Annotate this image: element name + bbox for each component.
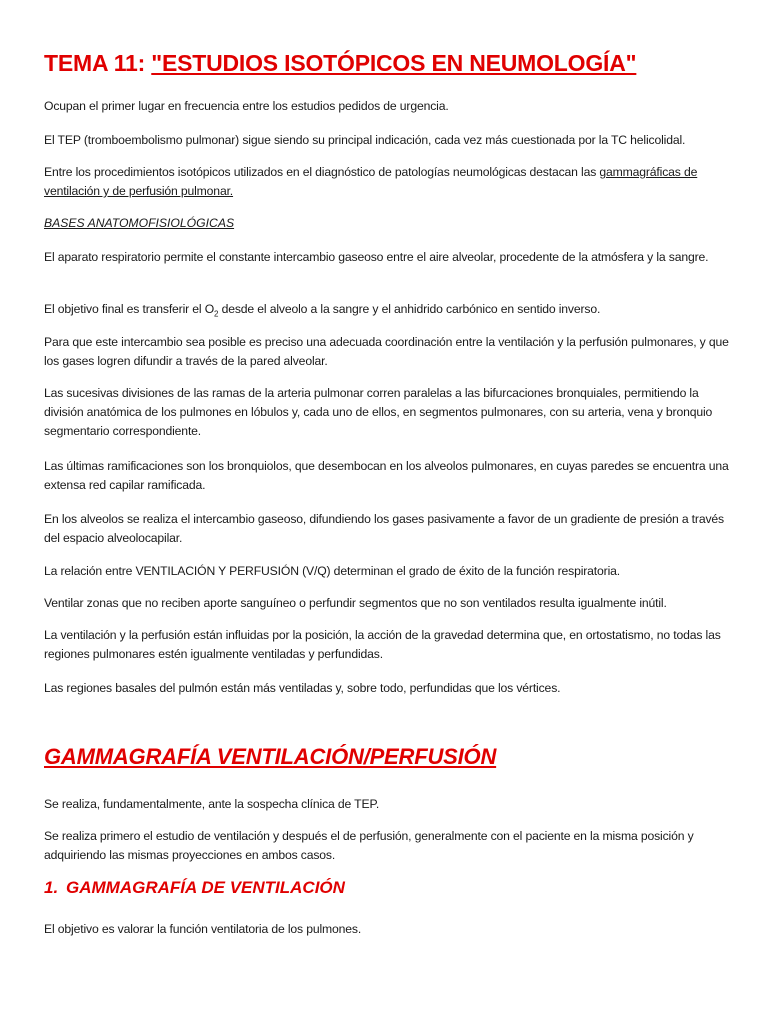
subscript-2: 2 [214,309,219,319]
document-title [44,50,636,77]
bases-paragraph-6: En los alveolos se realiza el intercambio gaseoso, difundiendo los gases pasivamente a favor de un gradiente de presión a través del espacio alveolocapilar. [44,512,724,545]
bases-paragraph-2-before: El objetivo final es transferir el O [44,302,215,316]
intro-paragraph-3-underlined: gammagráficas de ventilación y de perfusión pulmonar. [44,165,698,198]
title-main: "ESTUDIOS ISOTÓPICOS EN NEUMOLOGÍA" [151,50,637,76]
section-1-title: GAMMAGRAFÍA DE VENTILACIÓN [66,878,345,897]
intro-paragraph-1: Ocupan el primer lugar en frecuencia entre los estudios pedidos de urgencia. [44,99,449,113]
bases-paragraph-7: La relación entre VENTILACIÓN Y PERFUSIÓN (V/Q) determinan el grado de éxito de la función respiratoria. [44,564,620,578]
title-prefix: TEMA 11: [44,50,152,76]
bases-paragraph-5: Las últimas ramificaciones son los bronquiolos, que desembocan en los alveolos pulmonares, en cuyas paredes se encuentra una extensa red capilar ramificada. [44,459,729,492]
section-1-heading [44,878,345,898]
bases-paragraph-3: Para que este intercambio sea posible es preciso una adecuada coordinación entre la ventilación y la perfusión pulmonares, y que los gases logren difundir a través de la pared alveolar. [44,335,729,368]
intro-paragraph-3-text: Entre los procedimientos isotópicos utilizados en el diagnóstico de patologías neumológicas destacan las [44,165,600,179]
bases-paragraph-2 [44,300,734,323]
intro-paragraph-2: El TEP (tromboembolismo pulmonar) sigue siendo su principal indicación, cada vez más cuestionada por la TC helicolidal. [44,133,686,147]
section-1-number: 1. [44,878,59,897]
bases-paragraph-4: Las sucesivas divisiones de las ramas de la arteria pulmonar corren paralelas a las bifurcaciones bronquiales, permitiendo la división anatómica de los pulmones en lóbulos y, cada uno de ellos, en segmentos pulmonares, con su arteria, vena y bronquio segmentario correspondiente. [44,386,713,438]
gammagrafia-paragraph-1: Se realiza, fundamentalmente, ante la sospecha clínica de TEP. [44,797,380,811]
bases-paragraph-1: El aparato respiratorio permite el constante intercambio gaseoso entre el aire alveolar, procedente de la atmósfera y la sangre. [44,250,709,264]
bases-paragraph-9: La ventilación y la perfusión están influidas por la posición, la acción de la gravedad determina que, en ortostatismo, no todas las regiones pulmonares estén igualmente ventiladas y perfundidas. [44,628,721,661]
intro-paragraph-3 [44,163,734,201]
bases-heading: BASES ANATOMOFISIOLÓGICAS [44,216,235,230]
bases-paragraph-8: Ventilar zonas que no reciben aporte sanguíneo o perfundir segmentos que no son ventilados resulta igualmente inútil. [44,596,667,610]
section-1-paragraph-1: El objetivo es valorar la función ventilatoria de los pulmones. [44,922,362,936]
bases-paragraph-10: Las regiones basales del pulmón están más ventiladas y, sobre todo, perfundidas que los vértices. [44,681,561,695]
gammagrafia-paragraph-2: Se realiza primero el estudio de ventilación y después el de perfusión, generalmente con el paciente en la misma posición y adquiriendo las mismas proyecciones en ambos casos. [44,829,694,862]
bases-paragraph-2-after: desde el alveolo a la sangre y el anhidrido carbónico en sentido inverso. [218,302,601,316]
gammagrafia-heading: GAMMAGRAFÍA VENTILACIÓN/PERFUSIÓN [44,744,497,769]
